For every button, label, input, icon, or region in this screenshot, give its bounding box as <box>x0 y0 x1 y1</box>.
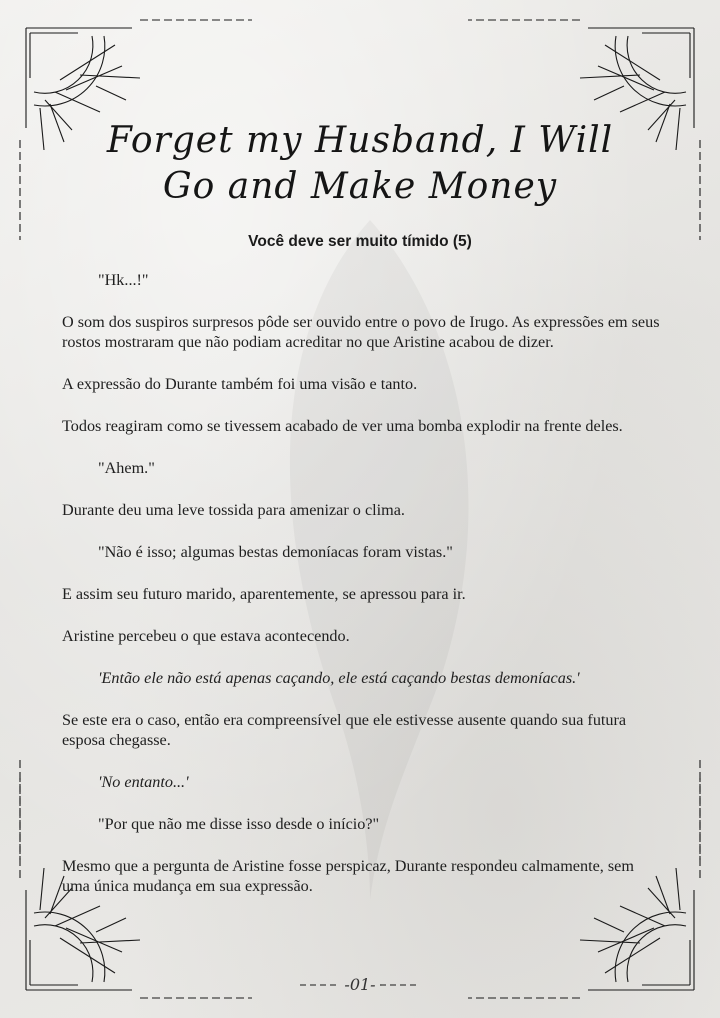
paragraph: A expressão do Durante também foi uma visão e tanto. <box>62 375 418 393</box>
book-title-line-1: Forget my Husband, I Will <box>106 120 614 161</box>
paragraph: E assim seu futuro marido, aparentemente, se apressou para ir. <box>62 585 466 603</box>
book-title-line-2: Go and Make Money <box>162 166 558 207</box>
book-title <box>60 118 660 210</box>
paragraph: "Ahem." <box>98 459 155 477</box>
page-number: -01- <box>344 975 376 994</box>
paragraph: O som dos suspiros surpresos pôde ser ouvido entre o povo de Irugo. As expressões em seus rostos mostraram que não podiam acreditar no que Aristine acabou de dizer. <box>62 313 660 351</box>
paragraph: Durante deu uma leve tossida para amenizar o clima. <box>62 501 405 519</box>
paragraph-thought: 'No entanto...' <box>98 773 189 791</box>
chapter-body <box>62 270 662 896</box>
paragraph: "Por que não me disse isso desde o início?" <box>98 815 380 833</box>
paragraph: "Hk...!" <box>98 271 149 289</box>
chapter-title: Você deve ser muito tímido (5) <box>248 233 472 250</box>
paragraph: Mesmo que a pergunta de Aristine fosse perspicaz, Durante respondeu calmamente, sem uma única mudança em sua expressão. <box>62 857 634 895</box>
paragraph: Todos reagiram como se tivessem acabado de ver uma bomba explodir na frente deles. <box>62 417 623 435</box>
paragraph-thought: 'Então ele não está apenas caçando, ele está caçando bestas demoníacas.' <box>98 669 580 687</box>
paragraph: Se este era o caso, então era compreensível que ele estivesse ausente quando sua futura esposa chegasse. <box>62 711 627 749</box>
paragraph: "Não é isso; algumas bestas demoníacas foram vistas." <box>98 543 453 561</box>
paragraph: Aristine percebeu o que estava acontecendo. <box>62 627 350 645</box>
